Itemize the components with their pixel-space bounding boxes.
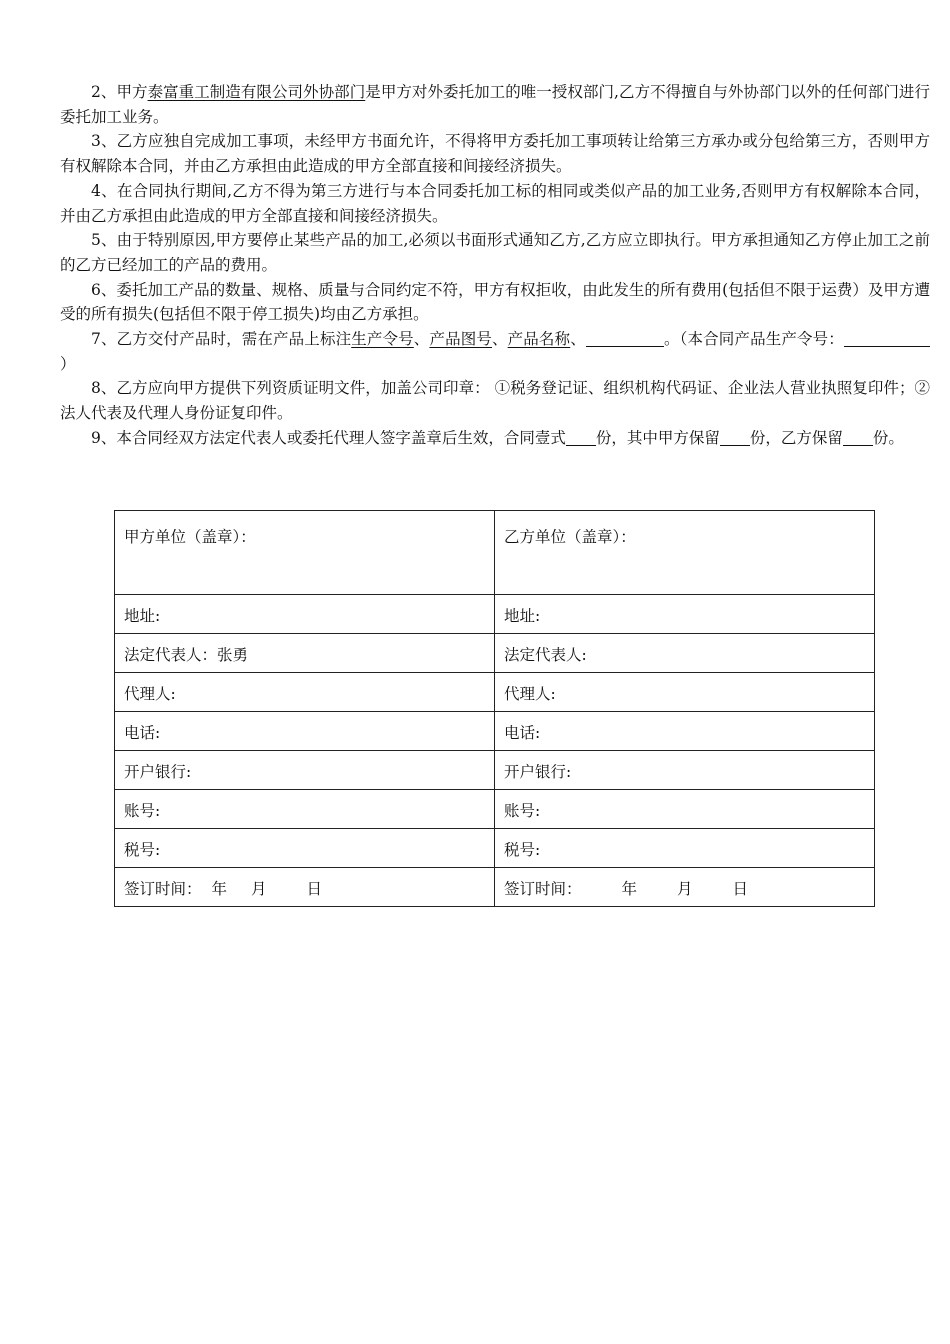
table-row: [115, 673, 875, 712]
table-row: [115, 712, 875, 751]
party-a-date-cell[interactable]: 签订时间： 年 月 日: [115, 868, 495, 907]
copies-party-a-blank[interactable]: [720, 429, 750, 446]
party-b-rep-cell[interactable]: 法定代表人:: [495, 634, 875, 673]
authorized-department: 泰富重工制造有限公司外协部门: [147, 83, 366, 101]
party-a-rep-cell[interactable]: 法定代表人：张勇: [115, 634, 495, 673]
table-row: [115, 511, 875, 595]
party-b-agent-cell[interactable]: 代理人:: [495, 673, 875, 712]
party-b-tax-cell[interactable]: 税号:: [495, 829, 875, 868]
table-row: [115, 751, 875, 790]
contract-clauses: [60, 80, 930, 451]
clause-9: 9、本合同经双方法定代表人或委托代理人签字盖章后生效，合同壹式 份，其中甲方保留 份，乙方保留 份。: [91, 428, 904, 447]
clause-3: 3、乙方应独自完成加工事项，未经甲方书面允许，不得将甲方委托加工事项转让给第三方承办或分包给第三方，否则甲方有权解除本合同，并由乙方承担由此造成的甲方全部直接和间接经济损失。: [60, 132, 930, 176]
clause-2: 2、甲方泰富重工制造有限公司外协部门是甲方对外委托加工的唯一授权部门,乙方不得擅自与外协部门以外的任何部门进行委托加工业务。: [60, 83, 930, 126]
table-row: [115, 790, 875, 829]
party-a-agent-cell[interactable]: 代理人:: [115, 673, 495, 712]
party-a-bank-cell[interactable]: 开户银行:: [115, 751, 495, 790]
party-b-account-cell[interactable]: 账号:: [495, 790, 875, 829]
clause-6: 6、委托加工产品的数量、规格、质量与合同约定不符，甲方有权拒收，由此发生的所有费用(包括但不限于运费）及甲方遭受的所有损失(包括但不限于停工损失)均由乙方承担。: [60, 280, 930, 324]
table-row: [115, 595, 875, 634]
table-row: [115, 868, 875, 907]
clause-8: 8、乙方应向甲方提供下列资质证明文件，加盖公司印章： ①税务登记证、组织机构代码证、企业法人营业执照复印件；②法人代表及代理人身份证复印件。: [60, 379, 930, 423]
signature-table: [114, 510, 875, 907]
clause-4: 4、在合同执行期间,乙方不得为第三方进行与本合同委托加工标的相同或类似产品的加工业务,否则甲方有权解除本合同，并由乙方承担由此造成的甲方全部直接和间接经济损失。: [60, 181, 930, 225]
table-row: [115, 634, 875, 673]
party-a-phone-cell[interactable]: 电话:: [115, 712, 495, 751]
copies-party-b-blank[interactable]: [843, 429, 873, 446]
party-b-date-cell[interactable]: 签订时间： 年 月 日: [495, 868, 875, 907]
party-b-phone-cell[interactable]: 电话:: [495, 712, 875, 751]
clause-5: 5、由于特别原因,甲方要停止某些产品的加工,必须以书面形式通知乙方,乙方应立即执行。甲方承担通知乙方停止加工之前的乙方已经加工的产品的费用。: [60, 231, 930, 274]
copies-total-blank[interactable]: [566, 429, 596, 446]
party-a-account-cell[interactable]: 账号:: [115, 790, 495, 829]
party-a-tax-cell[interactable]: 税号:: [115, 829, 495, 868]
mark-item-blank[interactable]: [586, 330, 664, 347]
party-b-unit-cell[interactable]: 乙方单位（盖章）：: [495, 511, 875, 595]
party-b-address-cell[interactable]: 地址:: [495, 595, 875, 634]
clause-7: 7、乙方交付产品时，需在产品上标注生产令号、产品图号、产品名称、 。（本合同产品生产令号：）: [60, 327, 930, 376]
table-row: [115, 829, 875, 868]
party-a-unit-cell[interactable]: 甲方单位（盖章）：: [115, 511, 495, 595]
party-b-bank-cell[interactable]: 开户银行:: [495, 751, 875, 790]
party-a-address-cell[interactable]: 地址:: [115, 595, 495, 634]
production-order-blank[interactable]: [844, 330, 930, 347]
